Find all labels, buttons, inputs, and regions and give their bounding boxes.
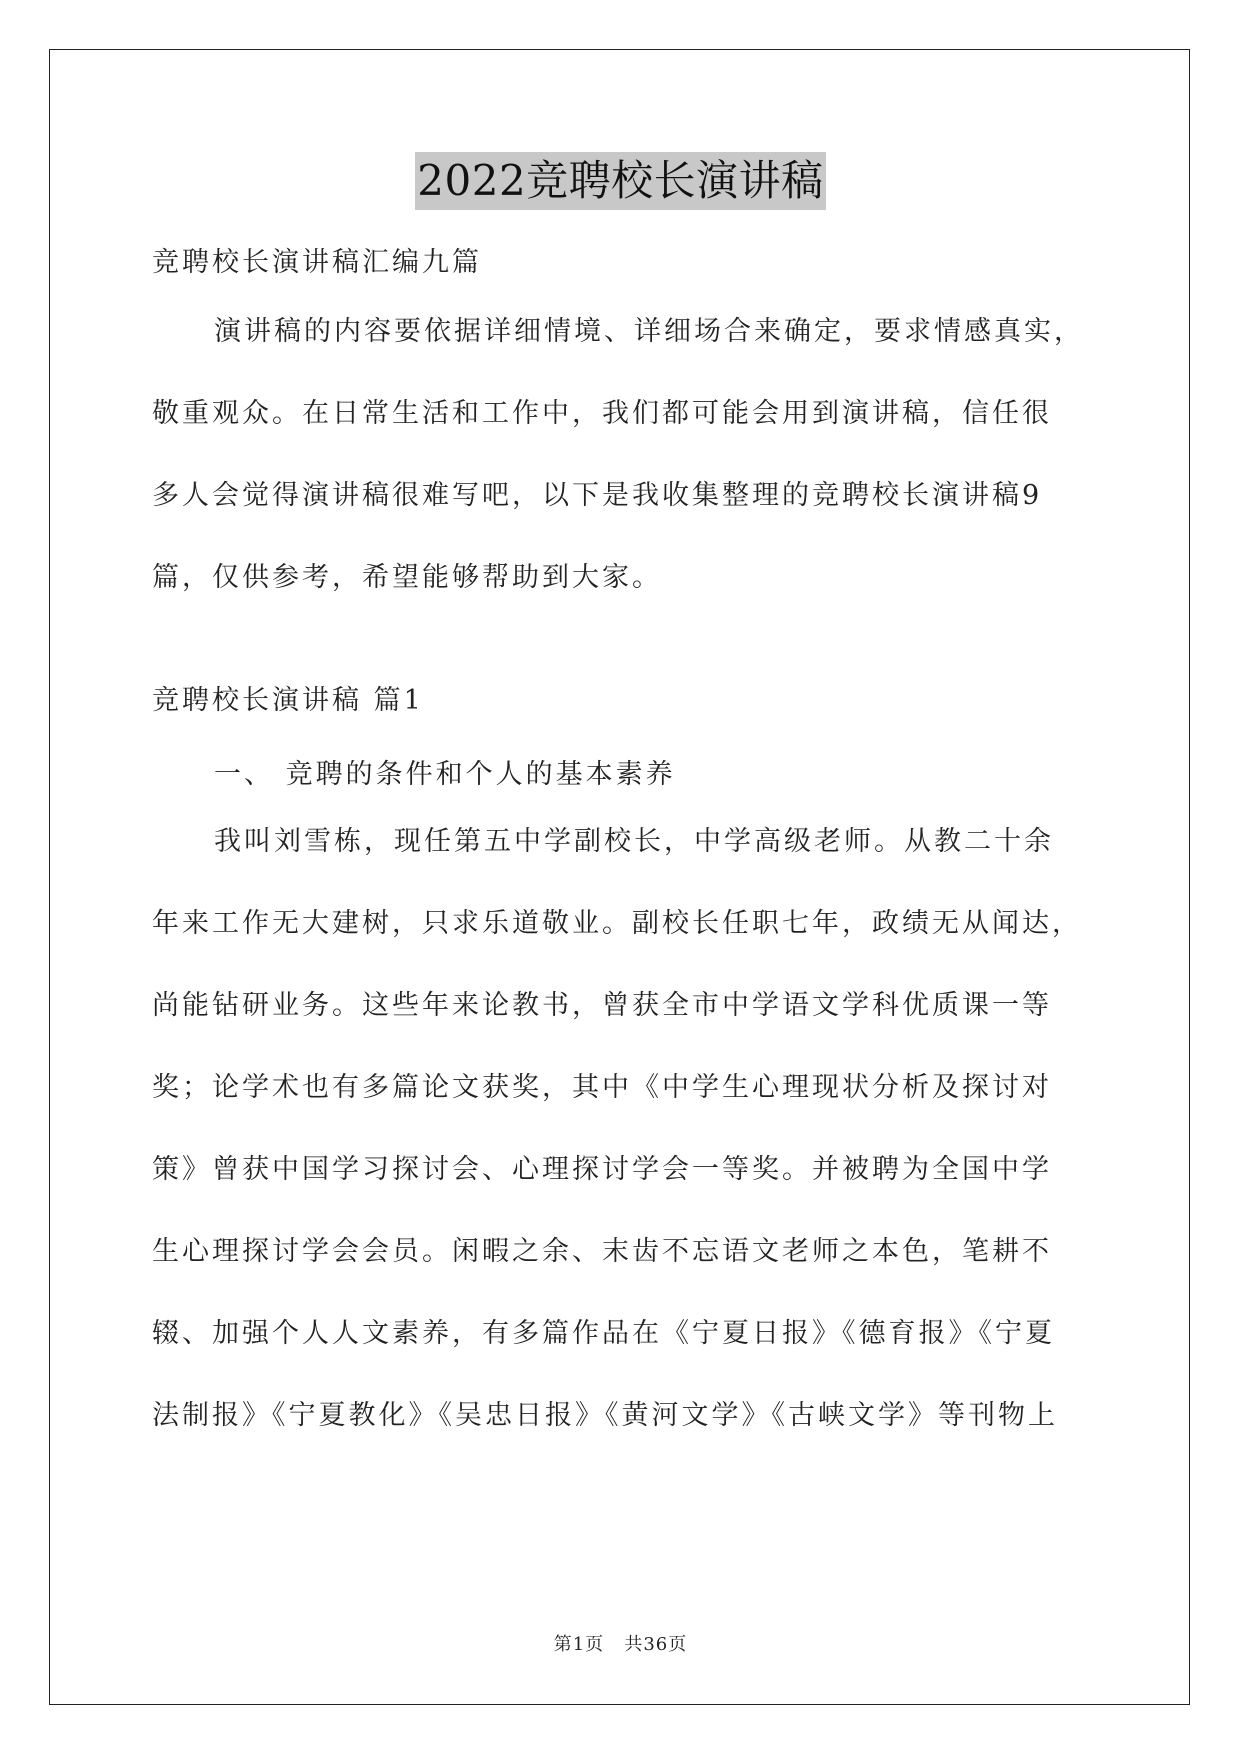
title-container <box>0 152 1241 210</box>
intro-line: 敬重观众。在日常生活和工作中，我们都可能会用到演讲稿，信任很 <box>152 398 1052 429</box>
intro-line: 多人会觉得演讲稿很难写吧，以下是我收集整理的竞聘校长演讲稿9 <box>152 480 1043 511</box>
body-line: 生心理探讨学会会员。闲暇之余、末齿不忘语文老师之本色，笔耕不 <box>152 1236 1052 1267</box>
document-title: 2022竞聘校长演讲稿 <box>415 152 825 210</box>
body-line: 法制报》《宁夏教化》《吴忠日报》《黄河文学》《古峡文学》等刊物上 <box>152 1400 1058 1431</box>
body-line: 年来工作无大建树，只求乐道敬业。副校长任职七年，政绩无从闻达， <box>152 908 1082 939</box>
page-total: 共36页 <box>624 1634 688 1655</box>
intro-paragraph <box>152 314 1112 642</box>
body-line: 尚能钻研业务。这些年来论教书，曾获全市中学语文学科优质课一等 <box>152 990 1052 1021</box>
document-subtitle: 竞聘校长演讲稿汇编九篇 <box>152 247 482 278</box>
body-line: 辍、加强个人人文素养，有多篇作品在《宁夏日报》《德育报》《宁夏 <box>152 1318 1055 1349</box>
section-item: 一、 竞聘的条件和个人的基本素养 <box>214 759 676 790</box>
body-paragraph <box>152 824 1112 1480</box>
intro-line: 演讲稿的内容要依据详细情境、详细场合来确定，要求情感真实， <box>214 316 1084 347</box>
intro-line: 篇，仅供参考，希望能够帮助到大家。 <box>152 562 662 593</box>
body-line: 我叫刘雪栋，现任第五中学副校长，中学高级老师。从教二十余 <box>214 826 1054 857</box>
section-heading: 竞聘校长演讲稿 篇1 <box>152 685 424 716</box>
body-line: 策》曾获中国学习探讨会、心理探讨学会一等奖。并被聘为全国中学 <box>152 1154 1052 1185</box>
body-line: 奖；论学术也有多篇论文获奖，其中《中学生心理现状分析及探讨对 <box>152 1072 1052 1103</box>
page-number: 第1页 <box>553 1634 605 1655</box>
page-footer <box>0 1630 1241 1656</box>
